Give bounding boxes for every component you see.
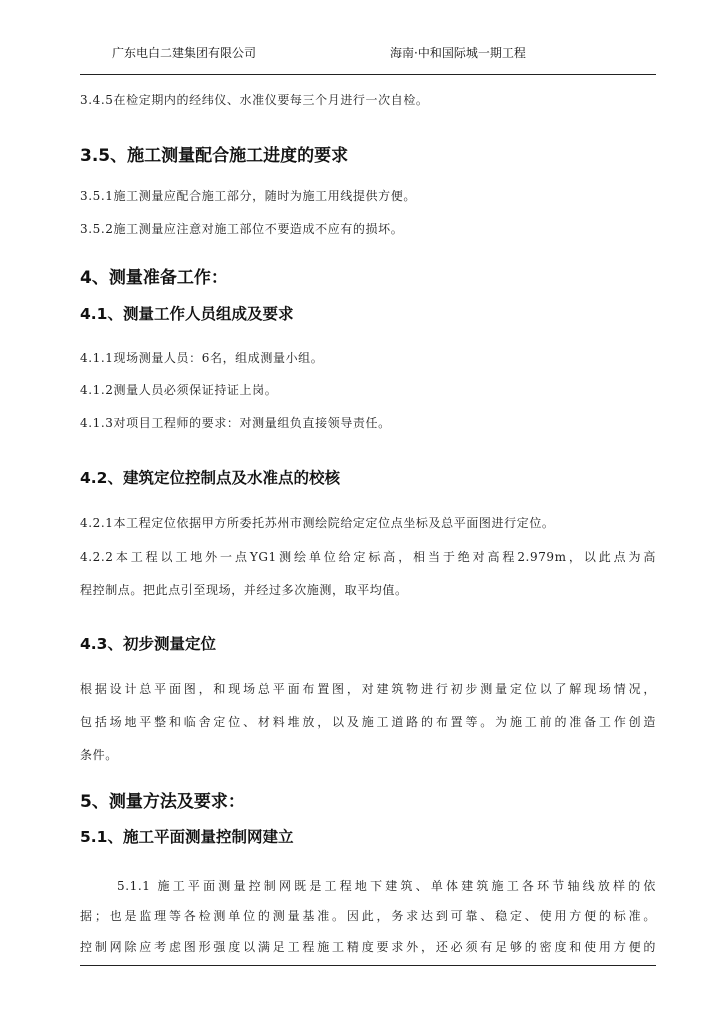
header-company: 广东电白二建集团有限公司	[112, 46, 257, 60]
footer-rule	[80, 965, 656, 966]
page-header	[80, 44, 656, 64]
heading-5: 5、测量方法及要求：	[80, 792, 245, 812]
paragraph-5-1-1-line1: 5.1.1 施工平面测量控制网既是工程地下建筑、单体建筑施工各环节轴线放样的依	[117, 879, 656, 893]
paragraph-4-3-line2: 包括场地平整和临舍定位、材料堆放，以及施工道路的布置等。为施工前的准备工作创造	[80, 715, 656, 729]
heading-4-1: 4.1、测量工作人员组成及要求	[80, 305, 294, 323]
paragraph-4-2-2-line1: 4.2.2本工程以工地外一点YG1测绘单位给定标高，相当于绝对高程2.979m，以此点为高	[80, 550, 656, 564]
paragraph-5-1-1-line3: 控制网除应考虑图形强度以满足工程施工精度要求外，还必须有足够的密度和使用方便的	[80, 940, 656, 954]
paragraph-4-3-line3: 条件。	[80, 748, 118, 762]
paragraph-4-1-2: 4.1.2测量人员必须保证持证上岗。	[80, 383, 278, 397]
header-rule	[80, 74, 656, 75]
paragraph-4-2-1: 4.2.1本工程定位依据甲方所委托苏州市测绘院给定定位点坐标及总平面图进行定位。	[80, 516, 555, 530]
heading-4-3: 4.3、初步测量定位	[80, 635, 216, 653]
paragraph-4-2-2-line2: 程控制点。把此点引至现场，并经过多次施测，取平均值。	[80, 583, 408, 597]
header-project: 海南·中和国际城一期工程	[390, 46, 526, 60]
heading-4-2: 4.2、建筑定位控制点及水准点的校核	[80, 469, 340, 487]
heading-5-1: 5.1、施工平面测量控制网建立	[80, 828, 294, 846]
paragraph-5-1-1-line2: 据；也是监理等各检测单位的测量基准。因此，务求达到可靠、稳定、使用方便的标准。	[80, 909, 656, 923]
paragraph-3-5-1: 3.5.1施工测量应配合施工部分，随时为施工用线提供方便。	[80, 189, 416, 203]
heading-4: 4、测量准备工作：	[80, 268, 228, 288]
paragraph-4-1-3: 4.1.3对项目工程师的要求：对测量组负直接领导责任。	[80, 416, 391, 430]
heading-3-5: 3.5、施工测量配合施工进度的要求	[80, 146, 349, 166]
paragraph-3-5-2: 3.5.2施工测量应注意对施工部位不要造成不应有的损坏。	[80, 222, 404, 236]
paragraph-3-4-5: 3.4.5在检定期内的经纬仪、水准仪要每三个月进行一次自检。	[80, 93, 429, 107]
paragraph-4-1-1: 4.1.1现场测量人员：6名，组成测量小组。	[80, 351, 324, 365]
paragraph-4-3-line1: 根据设计总平面图，和现场总平面布置图，对建筑物进行初步测量定位以了解现场情况，	[80, 682, 656, 696]
